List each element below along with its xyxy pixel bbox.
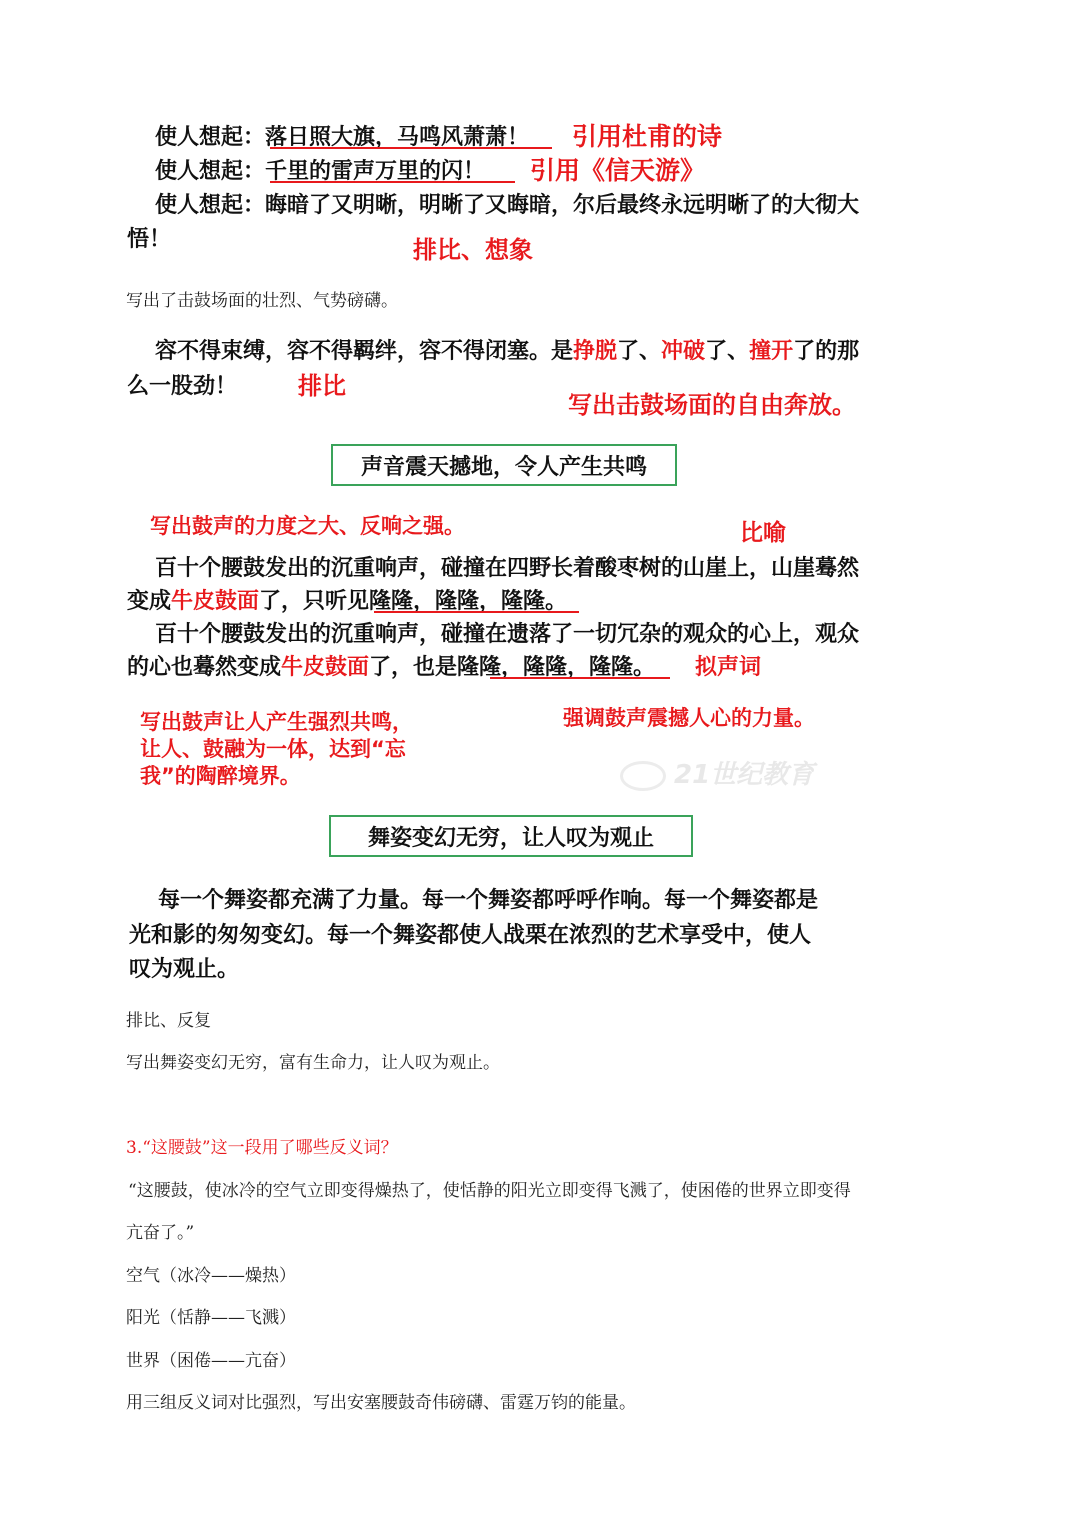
comment-text: 排比、反复	[126, 1011, 211, 1031]
annotation-note: 写出击鼓场面的自由奔放。	[568, 391, 856, 419]
text-line: 每一个舞姿都充满了力量。每一个舞姿都呼呼作响。每一个舞姿都是	[158, 888, 819, 913]
annotation-note: 引用杜甫的诗	[572, 122, 723, 151]
text-line	[155, 334, 859, 365]
red-underline	[374, 611, 579, 613]
quote-line: “这腰鼓，使冰冷的空气立即变得燥热了，使恬静的阳光立即变得飞溅了，使困倦的世界立即变得	[128, 1181, 851, 1201]
text-line: 叹为观止。	[129, 957, 240, 982]
text-line: 百十个腰鼓发出的沉重响声，碰撞在四野长着酸枣树的山崖上，山崖蓦然	[155, 556, 860, 581]
text-segment: 了的那	[793, 339, 860, 364]
text-segment: 变成	[127, 589, 172, 614]
summary-text: 用三组反义词对比强烈，写出安塞腰鼓奇伟磅礴、雷霆万钧的能量。	[126, 1393, 636, 1413]
antonym-pair: 空气（冰冷——燥热）	[126, 1266, 296, 1286]
antonym-pair: 世界（困倦——亢奋）	[126, 1351, 296, 1371]
annotation-note: 我”的陶醉境界。	[140, 764, 301, 788]
quoted-poem: 落日照大旗，马鸣风萧萧！	[265, 125, 530, 150]
watermark-text: 21世纪教育	[674, 760, 815, 790]
quote-line: 亢奋了。”	[126, 1223, 195, 1243]
annotation-note: 拟声词	[695, 655, 762, 680]
text-segment: 了、	[617, 339, 662, 364]
text-segment: 了，也是隆隆，隆隆，隆隆。	[369, 655, 656, 680]
highlight-word: 撞开	[749, 339, 794, 364]
highlight-word: 牛皮鼓面	[171, 589, 260, 614]
annotation-note: 引用《信天游》	[530, 156, 706, 185]
question-title: 3.“这腰鼓”这一段用了哪些反义词？	[126, 1138, 398, 1158]
annotation-note: 排比、想象	[413, 236, 533, 264]
annotation-note: 强调鼓声震撼人心的力量。	[563, 706, 815, 730]
red-underline	[270, 147, 552, 149]
text-segment: 了，只听见隆隆，隆隆，隆隆。	[259, 589, 568, 614]
annotation-note: 排比	[298, 372, 346, 400]
highlight-word: 牛皮鼓面	[281, 655, 370, 680]
red-underline	[490, 677, 670, 679]
text-segment: 容不得束缚，容不得羁绊，容不得闭塞。是	[155, 339, 574, 364]
section-heading: 声音震天撼地，令人产生共鸣	[331, 444, 677, 486]
text-line: 使人想起：晦暗了又明晰，明晰了又晦暗，尔后最终永远明晰了的大彻大	[155, 193, 860, 218]
antonym-pair: 阳光（恬静——飞溅）	[126, 1308, 296, 1328]
quoted-poem: 千里的雷声万里的闪！	[265, 159, 486, 184]
text-segment: 了、	[705, 339, 750, 364]
watermark-logo	[620, 754, 814, 791]
highlight-word: 挣脱	[573, 339, 618, 364]
section-heading: 舞姿变幻无穷，让人叹为观止	[329, 815, 693, 857]
comment-text: 写出了击鼓场面的壮烈、气势磅礴。	[126, 291, 398, 311]
highlight-word: 冲破	[661, 339, 706, 364]
text-line: 么一股劲！	[127, 374, 238, 399]
annotation-note: 写出鼓声的力度之大、反响之强。	[150, 514, 465, 538]
watermark-icon	[620, 761, 666, 791]
annotation-note: 让人、鼓融为一体，达到“忘	[140, 737, 406, 761]
text-segment: 的心也蓦然变成	[127, 655, 282, 680]
comment-text: 写出舞姿变幻无穷，富有生命力，让人叹为观止。	[126, 1053, 500, 1073]
text-line: 光和影的匆匆变幻。每一个舞姿都使人战栗在浓烈的艺术享受中，使人	[129, 923, 812, 948]
line-prefix: 使人想起：	[155, 125, 266, 150]
red-underline	[270, 181, 515, 183]
annotation-note: 写出鼓声让人产生强烈共鸣，	[140, 710, 413, 734]
text-line: 百十个腰鼓发出的沉重响声，碰撞在遗落了一切冗杂的观众的心上，观众	[155, 622, 860, 647]
annotation-note: 比喻	[740, 520, 786, 546]
text-line: 悟！	[127, 227, 172, 252]
line-prefix: 使人想起：	[155, 159, 266, 184]
